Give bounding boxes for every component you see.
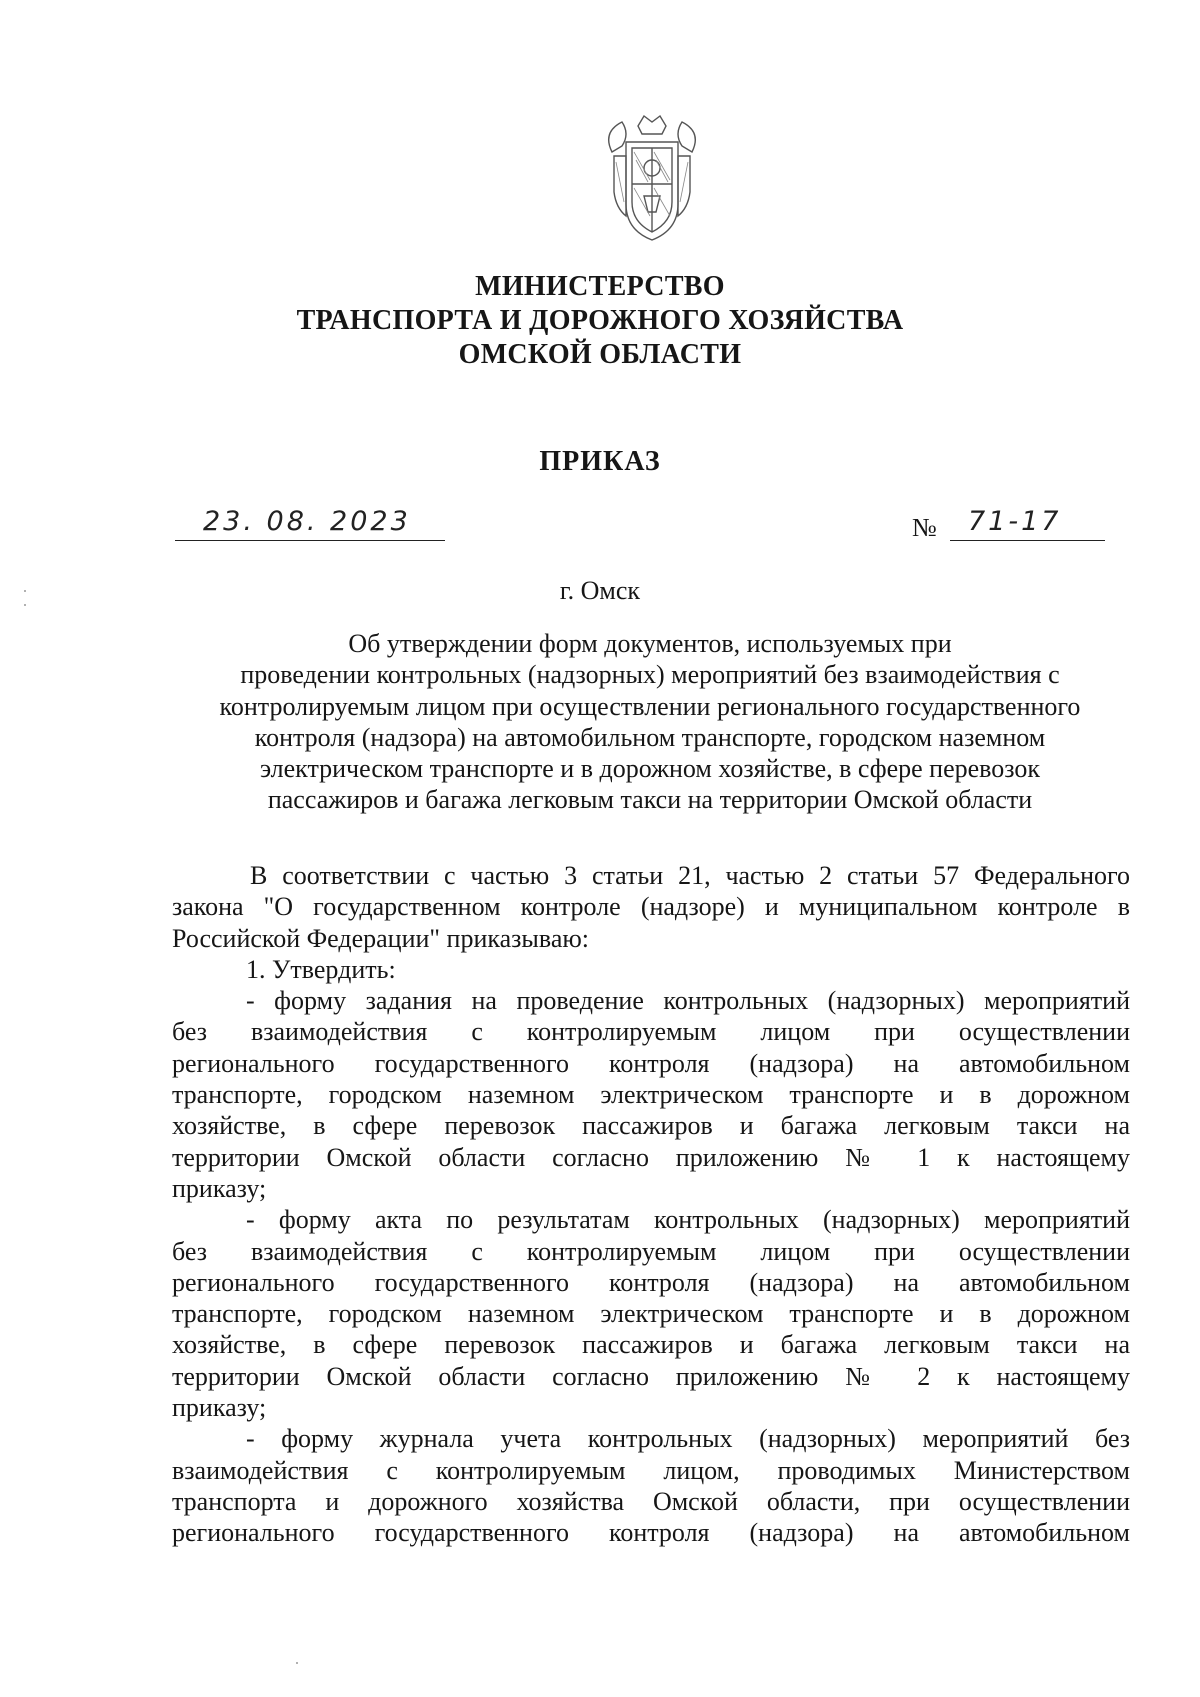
document-type-title: ПРИКАЗ — [539, 446, 661, 477]
body-line: транспорте, городском наземном электрическом транспорте и в дорожном — [172, 1299, 1130, 1329]
subject-line: пассажиров и багажа легковым такси на территории Омской области — [267, 785, 1033, 815]
date-field — [175, 504, 445, 541]
body-line: без взаимодействия с контролируемым лицом при осуществлении — [172, 1236, 1130, 1266]
body-line: хозяйстве, в сфере перевозок пассажиров и багажа легковым такси на — [172, 1330, 1130, 1360]
city-line: г. Омск — [559, 576, 641, 605]
body-line: без взаимодействия с контролируемым лицом при осуществлении — [172, 1017, 1130, 1047]
ministry-name-line: ТРАНСПОРТА И ДОРОЖНОГО ХОЗЯЙСТВА — [296, 305, 904, 336]
number-field — [950, 504, 1105, 541]
scan-speck — [24, 604, 26, 606]
body-line: территории Омской области согласно приложению № 2 к настоящему — [172, 1361, 1130, 1391]
body-line: регионального государственного контроля (надзора) на автомобильном — [172, 1518, 1130, 1548]
body-line: территории Омской области согласно приложению № 1 к настоящему — [172, 1142, 1130, 1172]
handwritten-number: 71-17 — [968, 506, 1062, 537]
body-line: регионального государственного контроля (надзора) на автомобильном — [172, 1267, 1130, 1297]
body-line: Российской Федерации" приказываю: — [172, 923, 590, 953]
body-line: - форму журнала учета контрольных (надзорных) мероприятий без — [246, 1424, 1130, 1454]
body-line: приказу; — [172, 1393, 267, 1423]
ministry-name-line: ОМСКОЙ ОБЛАСТИ — [458, 339, 742, 370]
body-line: хозяйстве, в сфере перевозок пассажиров и багажа легковым такси на — [172, 1111, 1130, 1141]
number-sign: № — [912, 513, 937, 542]
body-line: - форму задания на проведение контрольных (надзорных) мероприятий — [246, 986, 1130, 1016]
body-line: взаимодействия с контролируемым лицом, проводимых Министерством — [172, 1455, 1130, 1485]
body-line: В соответствии с частью 3 статьи 21, частью 2 статьи 57 Федерального — [250, 861, 1130, 890]
scan-speck — [24, 590, 26, 592]
body-line: транспорте, городском наземном электрическом транспорте и в дорожном — [172, 1080, 1130, 1110]
handwritten-date: 23. 08. 2023 — [203, 506, 411, 537]
subject-line: электрическом транспорте и в дорожном хозяйстве, в сфере перевозок — [259, 754, 1041, 784]
body-line: 1. Утвердить: — [246, 954, 396, 984]
scan-speck — [296, 1662, 298, 1664]
body-line: транспорта и дорожного хозяйства Омской области, при осуществлении — [172, 1486, 1130, 1516]
subject-line: контроля (надзора) на автомобильном транспорте, городском наземном — [254, 722, 1046, 752]
ministry-name — [0, 270, 1200, 372]
subject-line: Об утверждении форм документов, используемых при — [348, 629, 952, 658]
order-subject — [160, 628, 1140, 816]
body-line: регионального государственного контроля (надзора) на автомобильном — [172, 1048, 1130, 1078]
order-body — [172, 860, 1130, 1549]
coat-of-arms-emblem — [592, 112, 712, 246]
subject-line: проведении контрольных (надзорных) мероприятий без взаимодействия с — [240, 660, 1060, 690]
ministry-name-line: МИНИСТЕРСТВО — [475, 271, 725, 302]
body-line: приказу; — [172, 1173, 267, 1203]
body-line: - форму акта по результатам контрольных (надзорных) мероприятий — [246, 1205, 1130, 1235]
body-line: закона "О государственном контроле (надзоре) и муниципальном контроле в — [172, 892, 1130, 922]
subject-line: контролируемым лицом при осуществлении регионального государственного — [219, 691, 1081, 721]
